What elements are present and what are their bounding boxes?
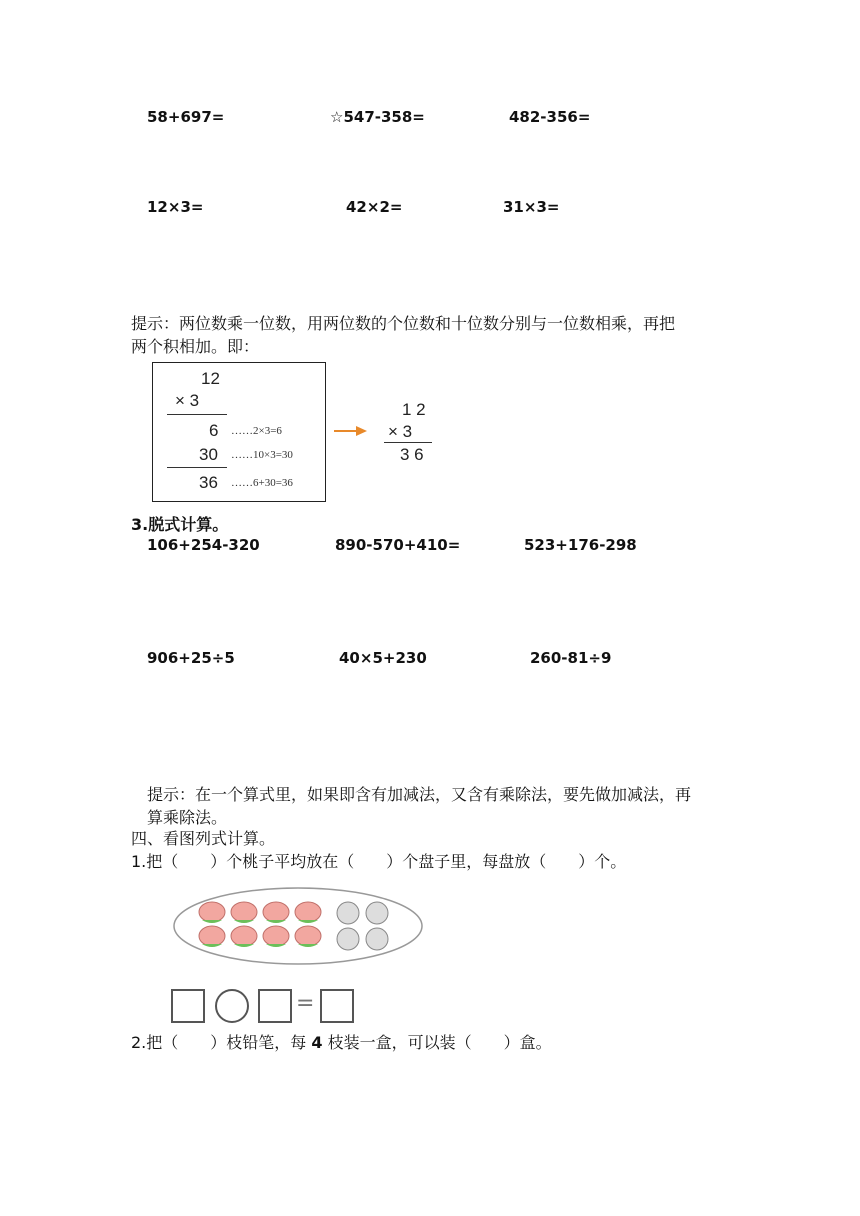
problem-2: ☆547-358=: [330, 108, 425, 126]
question-1: 1.把（ ）个桃子平均放在（ ）个盘子里，每盘放（ ）个。: [131, 852, 627, 871]
arrow-right-icon: [334, 424, 368, 438]
hint2-line1: 提示：在一个算式里，如果即含有加减法，又含有乘除法，要先做加减法，再: [147, 785, 692, 804]
hint1-line2: 两个积相加。即：: [131, 337, 260, 356]
problem-6: 31×3=: [503, 198, 560, 216]
section3-title: 3.脱式计算。: [131, 515, 229, 534]
partial-1: 6: [209, 421, 219, 440]
question-2-part2: 枝装一盒，可以装（ ）盒。: [322, 1033, 552, 1052]
partial-1-note: ……2×3=6: [231, 425, 282, 437]
problem-10: 906+25÷5: [147, 649, 235, 667]
sum: 36: [199, 473, 218, 492]
question-2: [131, 1030, 552, 1053]
plate-with-peaches: [172, 886, 424, 966]
result-divider: [384, 442, 432, 443]
divider-line: [167, 414, 227, 415]
answer-box-2[interactable]: [258, 989, 292, 1023]
answer-box-3[interactable]: [320, 989, 354, 1023]
result-multiplicand: 1 2: [402, 400, 426, 419]
answer-box-1[interactable]: [171, 989, 205, 1023]
result-product: 3 6: [400, 445, 424, 464]
multiplier: × 3: [175, 391, 200, 410]
section4-title: 四、看图列式计算。: [131, 829, 276, 848]
problem-8: 890-570+410=: [335, 536, 461, 554]
problem-7: 106+254-320: [147, 536, 260, 554]
question-2-part1: 2.把（ ）枝铅笔，每: [131, 1033, 312, 1052]
problem-3: 482-356=: [509, 108, 591, 126]
partial-2: 30: [199, 445, 218, 464]
problem-9: 523+176-298: [524, 536, 637, 554]
divider-line: [167, 467, 227, 468]
problem-11: 40×5+230: [339, 649, 427, 667]
question-2-number: 4: [311, 1033, 323, 1052]
problem-12: 260-81÷9: [530, 649, 612, 667]
problem-5: 42×2=: [346, 198, 403, 216]
equals-sign: =: [296, 991, 315, 1016]
multiplication-example-box: [152, 362, 326, 502]
problem-1: 58+697=: [147, 108, 225, 126]
hint1-line1: 提示：两位数乘一位数，用两位数的个位数和十位数分别与一位数相乘，再把: [131, 314, 676, 333]
problem-4: 12×3=: [147, 198, 204, 216]
multiplicand: 12: [201, 369, 220, 388]
hint2-line2: 算乘除法。: [147, 808, 228, 827]
sum-note: ……6+30=36: [231, 477, 293, 489]
result-multiplier: × 3: [388, 422, 413, 441]
partial-2-note: ……10×3=30: [231, 449, 293, 461]
operator-circle[interactable]: [215, 989, 249, 1023]
